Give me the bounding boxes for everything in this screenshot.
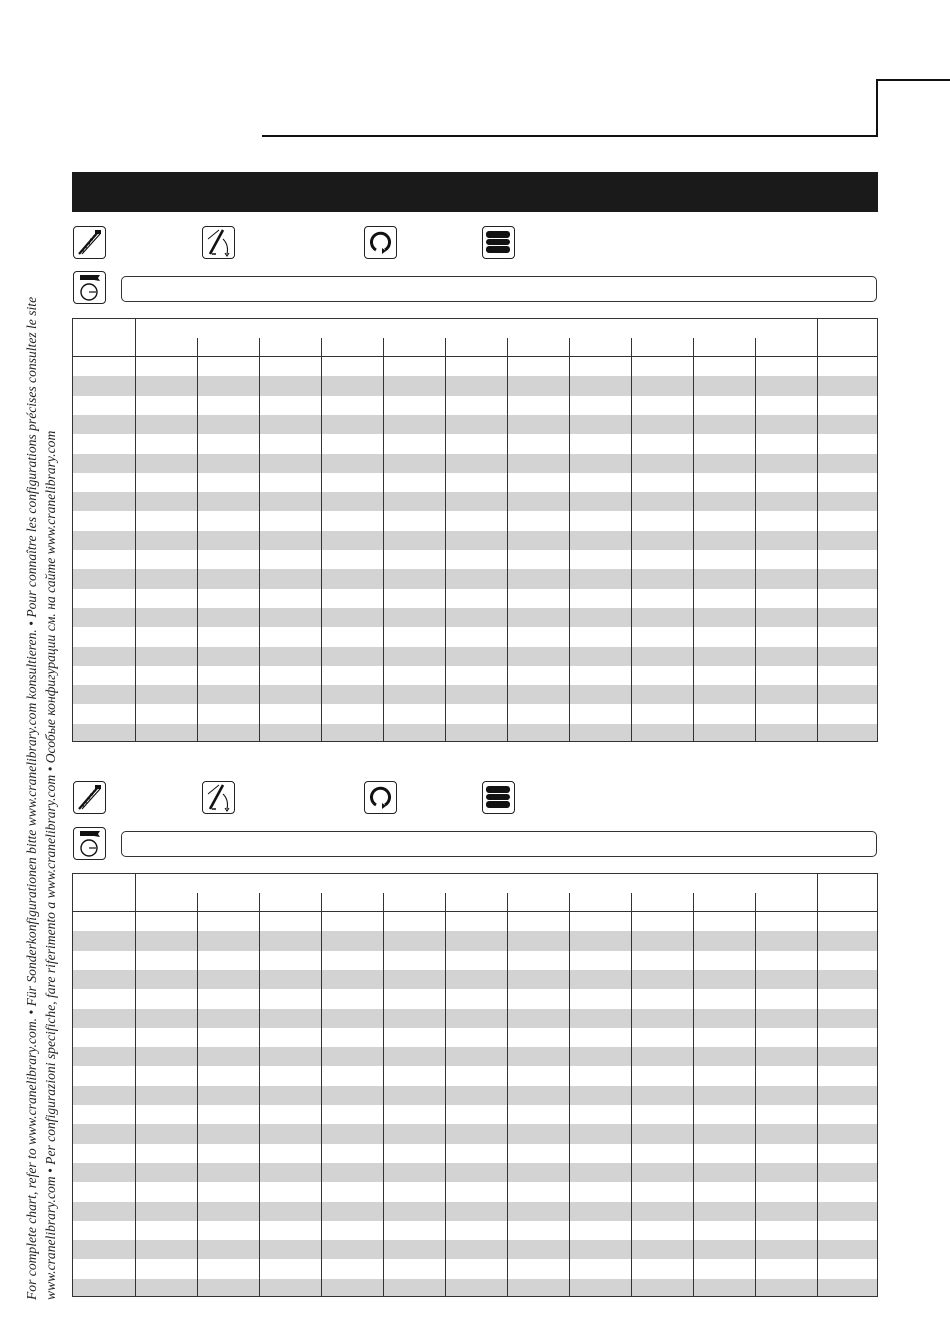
radius-gauge-icon [73,271,106,304]
boom-icon [73,226,106,259]
side-note [22,210,60,1300]
boom-angle-icon [202,781,235,814]
column-divider [445,338,446,742]
config-info-field [121,831,877,857]
column-divider [197,338,198,742]
column-divider [755,893,756,1297]
side-note-line-2: www.cranelibrary.com • Per configurazioni specifiche, fare riferimento a www.cranelibrary.com • Особые конфигурации см. на сайте www.cranelibrary.com [43,430,58,1300]
column-divider [507,893,508,1297]
column-divider [321,338,322,742]
counterweight-icon [482,226,515,259]
column-divider [755,338,756,742]
table-row-stripe [73,685,877,704]
column-divider [259,338,260,742]
table-row-stripe [73,970,877,989]
column-divider [445,893,446,1297]
table-row-stripe [73,415,877,434]
column-divider [321,893,322,1297]
table-row-stripe [73,492,877,511]
column-divider [569,893,570,1297]
table-row-stripe [73,531,877,550]
page-tab-edge [876,79,878,137]
column-divider [631,893,632,1297]
right-column-divider [817,319,818,742]
table-row-stripe [73,1086,877,1105]
table-row-stripe [73,647,877,666]
column-divider [507,338,508,742]
table-row-stripe [73,1202,877,1221]
table-row-stripe [73,569,877,588]
left-column-divider [135,874,136,1297]
header-rule [262,135,878,137]
table-row-stripe [73,454,877,473]
header-divider [73,356,878,357]
side-note-line-1: For complete chart, refer to www.cranelibrary.com. • Für Sonderkonfigurationen bitte www.cranelibrary.com konsultieren. • Pour connaître les configurations précises consultez le site [24,296,39,1300]
page-tab-top [876,79,950,81]
column-divider [631,338,632,742]
column-divider [569,338,570,742]
column-divider [383,893,384,1297]
boom-icon [73,781,106,814]
load-chart-table [72,873,878,1297]
left-column-divider [135,319,136,742]
config-info-field [121,276,877,302]
column-divider [197,893,198,1297]
column-divider [693,893,694,1297]
column-divider [259,893,260,1297]
table-row-stripe [73,724,877,742]
rotation-360-icon [364,781,397,814]
right-column-divider [817,874,818,1297]
column-divider [693,338,694,742]
table-row-stripe [73,1009,877,1028]
column-divider [383,338,384,742]
header-divider [73,911,878,912]
rotation-360-icon [364,226,397,259]
table-row-stripe [73,376,877,395]
table-row-stripe [73,1163,877,1182]
counterweight-icon [482,781,515,814]
table-row-stripe [73,931,877,950]
radius-gauge-icon [73,827,106,860]
table-row-stripe [73,608,877,627]
title-bar [72,172,878,212]
load-chart-table [72,318,878,742]
table-row-stripe [73,1240,877,1259]
table-row-stripe [73,1279,877,1297]
table-row-stripe [73,1047,877,1066]
table-row-stripe [73,1124,877,1143]
boom-angle-icon [202,226,235,259]
